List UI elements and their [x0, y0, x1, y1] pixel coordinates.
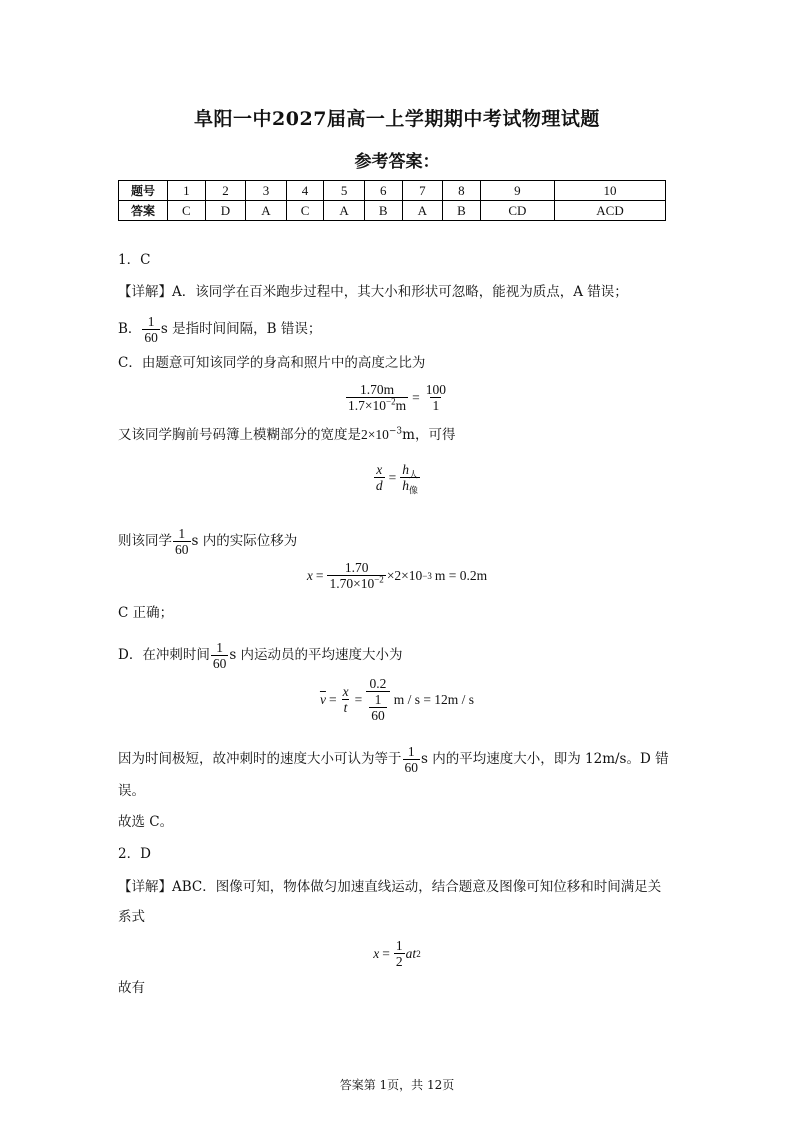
d-text-pre: D．在冲刺时间 — [118, 647, 210, 663]
q1-heading: 1．C — [118, 252, 151, 268]
calc-den-base: 1.70×10 — [329, 576, 375, 591]
h-symbol: h — [402, 462, 410, 477]
table-cell: 5 — [324, 181, 365, 201]
calc-result: m = 0.2m — [434, 567, 488, 583]
table-cell: 1 — [168, 181, 206, 201]
fraction-denominator: 1 — [432, 398, 440, 413]
x-symbol: x — [373, 945, 380, 961]
table-cell: 7 — [402, 181, 443, 201]
table-cell: 10 — [555, 181, 666, 201]
table-cell: 9 — [480, 181, 554, 201]
q1-conclusion-tail: 误。 — [118, 783, 145, 799]
table-cell: 8 — [443, 181, 481, 201]
q1-displacement-text — [118, 526, 297, 557]
ratio-den-exp: −2 — [386, 396, 396, 407]
conclusion-post: s 内的平均速度大小，即为 12m/s。D 错 — [421, 751, 669, 767]
fraction-denominator — [400, 477, 420, 496]
q2-heading: 2．D — [118, 846, 151, 862]
table-cell: A — [324, 201, 365, 221]
table-cell: 3 — [246, 181, 287, 201]
q1-width-text — [118, 425, 455, 445]
fraction-numerator: 1 — [216, 640, 223, 655]
fraction-numerator: 1 — [178, 526, 186, 541]
velocity-equation: $\overline{v}$ = $\frac{x}{t}$ = $\frac{0.2}{\frac{1}{60}}$ m / s = 12m / s — [319, 676, 475, 723]
fraction-denominator: 60 — [371, 708, 385, 723]
q1-conclusion — [118, 744, 669, 775]
fraction-1-60 — [142, 314, 160, 345]
at-term: at — [405, 945, 417, 961]
complex-fraction — [366, 676, 390, 723]
fraction-numerator: 1.70 — [344, 560, 369, 575]
one-half-fraction — [394, 938, 405, 969]
fraction-numerator: 1 — [395, 938, 403, 953]
fraction-numerator: 0.2 — [369, 676, 387, 691]
table-cell: C — [286, 201, 324, 221]
table-cell: B — [443, 201, 481, 221]
fraction-denominator: 60 — [212, 656, 227, 671]
fraction-numerator — [400, 462, 420, 480]
velocity-result: m / s = 12m / s — [393, 691, 475, 707]
q1-detail-a: 【详解】A．该同学在百米跑步过程中，其大小和形状可忽略，能视为质点，A 错误； — [118, 284, 628, 300]
width-exp: −3 — [388, 426, 403, 437]
height-ratio-equation: $\frac{1.70m}{1.7\times 10^{-2}m}$ = $\frac{100}{1}$ — [348, 382, 446, 413]
x-over-d — [374, 462, 385, 493]
width-value: 2×10 — [361, 427, 389, 442]
fraction-numerator: 1 — [147, 314, 155, 329]
q1-option-d — [118, 640, 403, 671]
option-b-suffix: s 是指时间间隔，B 错误； — [160, 321, 322, 337]
fraction-denominator — [346, 397, 408, 413]
page-footer: 答案第 1页，共 12页 — [339, 1078, 455, 1092]
page-subtitle: 参考答案： — [354, 152, 440, 172]
fraction-numerator: 100 — [425, 382, 446, 397]
table-header-label: 题号 — [119, 181, 168, 201]
h-subscript-xiang: 像 — [409, 485, 419, 496]
ratio-den-unit: m — [395, 398, 407, 413]
conclusion-pre: 因为时间极短，故冲刺时的速度大小可认为等于 — [118, 751, 402, 767]
table-cell: 2 — [205, 181, 246, 201]
width-text-post: m，可得 — [402, 427, 456, 443]
fraction-numerator: 1.70m — [359, 382, 395, 397]
table-cell: C — [168, 201, 206, 221]
fraction-denominator: 2 — [395, 954, 403, 969]
h-ratio — [400, 462, 420, 496]
fraction-denominator: t — [343, 700, 348, 715]
fraction-numerator: 1 — [407, 744, 415, 759]
answer-table — [118, 180, 666, 221]
ratio-rhs-fraction — [424, 382, 448, 413]
q2-detail-cont: 系式 — [118, 909, 145, 925]
calc-fraction — [327, 560, 385, 591]
q2-detail: 【详解】ABC．图像可知，物体做匀加速直线运动，结合题意及图像可知位移和时间满足关 — [118, 879, 662, 895]
fraction-1-60 — [173, 526, 191, 557]
ratio-den-base: 1.7×10 — [348, 398, 387, 413]
table-cell: CD — [480, 201, 554, 221]
disp-text-pre: 则该同学 — [118, 533, 172, 549]
table-answer-label: 答案 — [119, 201, 168, 221]
fraction-numerator: x — [376, 462, 383, 477]
fraction-1-60 — [369, 692, 387, 723]
table-cell: 4 — [286, 181, 324, 201]
h-subscript-ren: 人 — [409, 469, 419, 480]
table-cell: A — [246, 201, 287, 221]
fraction-denominator: 60 — [175, 542, 189, 557]
displacement-equation: x = $\frac{1.70}{1.70\times 10^{-2}}$ ×2×10 −3 m = 0.2m — [306, 560, 488, 591]
q1-c-correct: C 正确； — [118, 605, 174, 621]
h-symbol: h — [402, 478, 410, 493]
q1-option-c: C．由题意可知该同学的身高和照片中的高度之比为 — [118, 355, 426, 371]
d-text-post: s 内运动员的平均速度大小为 — [229, 647, 403, 663]
table-cell: B — [364, 201, 402, 221]
fraction-denominator: d — [375, 478, 383, 493]
proportion-equation: $\frac{x}{d}$ = $\frac{h_人}{h_像}$ — [375, 462, 419, 496]
fraction-denominator: 60 — [404, 760, 418, 775]
answer-table-answer-row — [119, 201, 666, 221]
ratio-fraction — [346, 382, 408, 413]
table-cell: ACD — [555, 201, 666, 221]
width-text-pre: 又该同学胸前号码簿上模糊部分的宽度是 — [118, 427, 361, 443]
x-symbol: x — [306, 567, 313, 583]
fraction-numerator: 1 — [374, 692, 382, 707]
q2-therefore: 故有 — [118, 980, 145, 996]
table-cell: A — [402, 201, 443, 221]
q1-option-b — [118, 314, 321, 345]
v-bar-symbol: $\overline{v}$ — [319, 691, 326, 707]
table-cell: 6 — [364, 181, 402, 201]
fraction-numerator: x — [342, 684, 349, 699]
fraction-denominator: 60 — [144, 330, 158, 345]
fraction-1-60 — [403, 744, 421, 775]
fraction-denominator — [366, 691, 390, 723]
fraction-1-60 — [211, 640, 229, 671]
answer-table-header-row — [119, 181, 666, 201]
kinematics-formula: x = $\frac{1}{2}$ at 2 — [373, 938, 421, 969]
page-title: 阜阳一中2027届高一上学期期中考试物理试题 — [194, 108, 600, 130]
q1-choose: 故选 C。 — [118, 814, 174, 830]
fraction-denominator — [327, 575, 385, 591]
x-over-t — [341, 684, 351, 715]
table-cell: D — [205, 201, 246, 221]
option-b-prefix: B． — [118, 321, 142, 337]
calc-multiplier: ×2×10 — [386, 567, 423, 583]
calc-den-exp: −2 — [374, 574, 384, 585]
disp-text-post: s 内的实际位移为 — [191, 533, 298, 549]
